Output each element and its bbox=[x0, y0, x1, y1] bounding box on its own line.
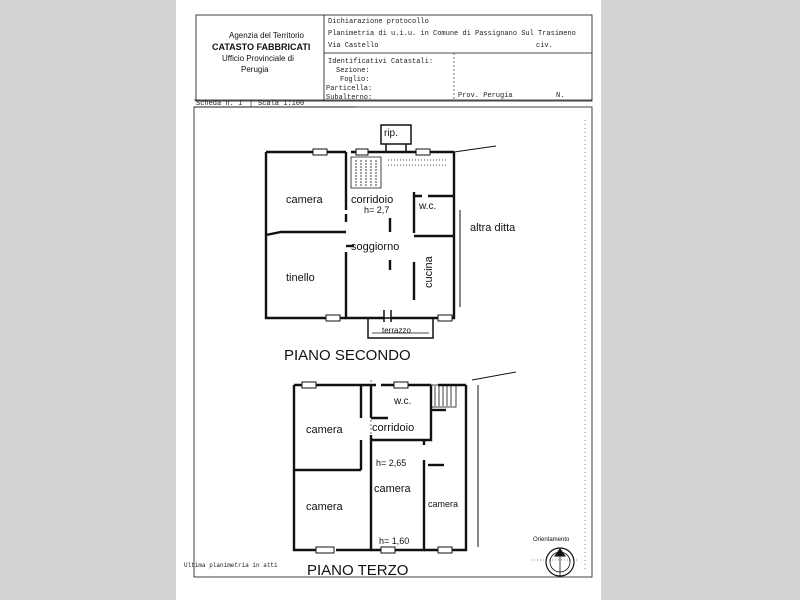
address: Via Castello bbox=[328, 42, 379, 50]
soggiorno-label: soggiorno bbox=[351, 241, 400, 253]
province-name: Perugia bbox=[241, 65, 269, 74]
wc-label-3: w.c. bbox=[394, 396, 412, 407]
office-name: Ufficio Provinciale di bbox=[222, 54, 294, 63]
height-low-label: h= 1,60 bbox=[379, 536, 410, 546]
tinello-label: tinello bbox=[286, 272, 315, 284]
height-high-label: h= 2,65 bbox=[376, 458, 407, 468]
declaration-label: Dichiarazione protocollo bbox=[328, 18, 429, 26]
camera-top-left-label: camera bbox=[306, 424, 343, 436]
civ-label: civ. bbox=[536, 42, 553, 50]
cadastral-sheet bbox=[176, 0, 601, 600]
subalterno-label: Subalterno: bbox=[326, 94, 373, 102]
orientation-label: Orientamento bbox=[533, 537, 570, 543]
corridoio-label: corridoio bbox=[351, 194, 394, 206]
wc-label: w.c. bbox=[419, 201, 437, 212]
terrazzo-label: terrazzo bbox=[382, 326, 411, 335]
height-label: h= 2,7 bbox=[364, 205, 390, 215]
altra-ditta-label: altra ditta bbox=[470, 222, 516, 234]
foglio-label: Foglio: bbox=[340, 76, 370, 84]
compass-icon bbox=[557, 559, 563, 565]
plan-drawing bbox=[176, 0, 601, 600]
camera-right-label: camera bbox=[428, 499, 459, 509]
n-label: N. bbox=[556, 92, 565, 100]
plan-title: Planimetria di u.i.u. in Comune di Passignano Sul Trasimeno bbox=[328, 30, 576, 38]
corridoio-label-3: corridoio bbox=[372, 422, 415, 434]
province-label: Prov. Perugia bbox=[458, 92, 513, 100]
piano-secondo-title: PIANO SECONDO bbox=[284, 347, 411, 364]
particella-label: Particella: bbox=[326, 85, 373, 93]
camera-label: camera bbox=[286, 194, 323, 206]
camera-center-label: camera bbox=[374, 483, 411, 495]
piano-terzo-title: PIANO TERZO bbox=[307, 562, 409, 579]
scheda-label: Scheda n. 1 bbox=[196, 100, 243, 108]
rip-label: rip. bbox=[384, 128, 398, 139]
cucina-label: cucina bbox=[423, 256, 435, 288]
registry-name: CATASTO FABBRICATI bbox=[212, 42, 311, 52]
sezione-label: Sezione: bbox=[336, 67, 370, 75]
last-plan-note: Ultima planimetria in atti bbox=[184, 562, 278, 569]
camera-bottom-left-label: camera bbox=[306, 501, 343, 513]
agency-name: Agenzia del Territorio bbox=[229, 31, 305, 40]
scale-label: Scala 1:100 bbox=[258, 100, 305, 108]
identifiers-label: Identificativi Catastali: bbox=[328, 58, 434, 66]
